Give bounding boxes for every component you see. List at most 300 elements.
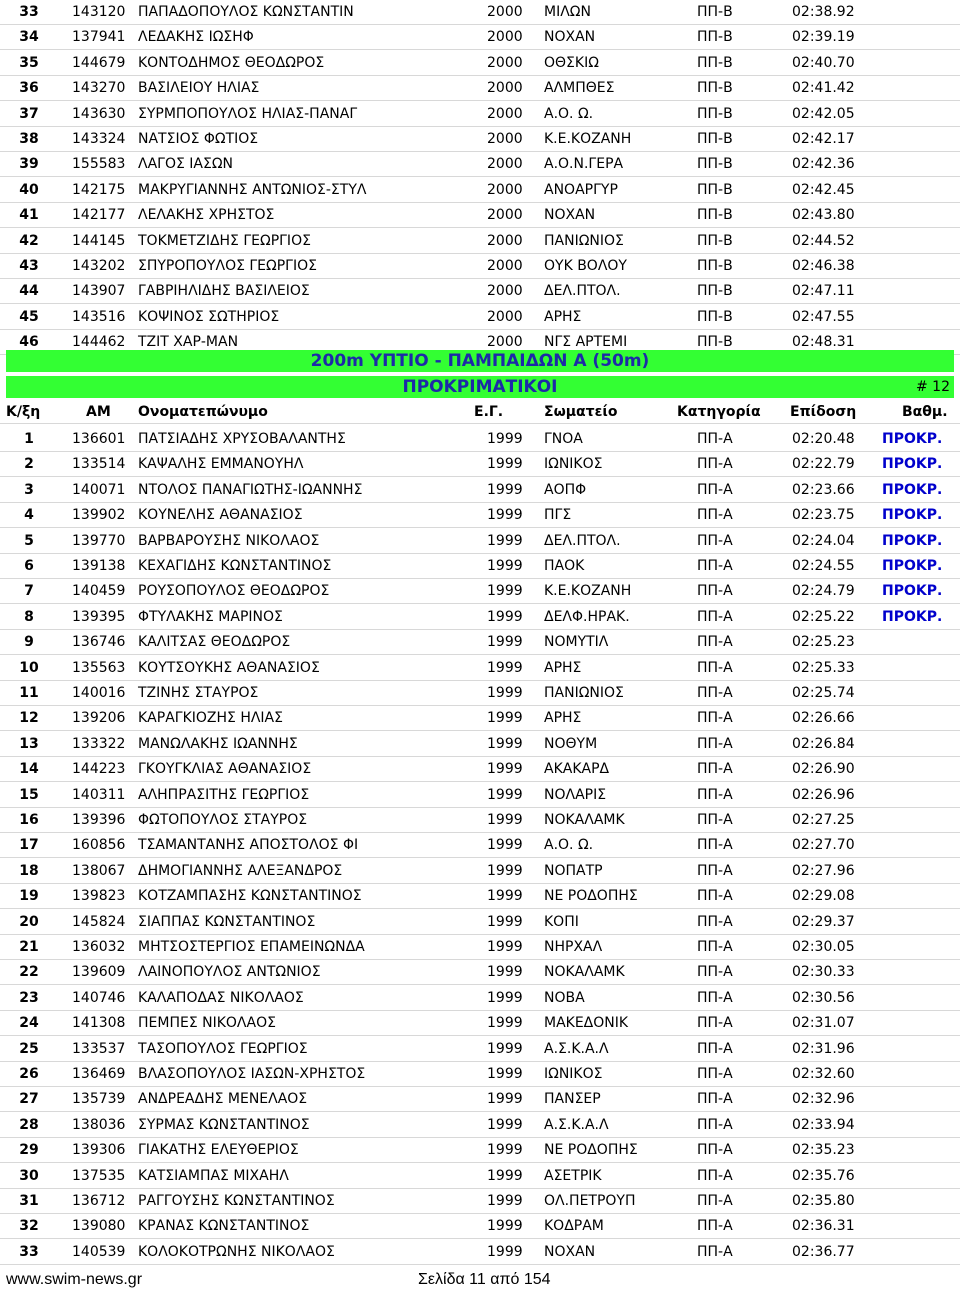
club-cell: Α.Σ.Κ.Α.Λ [544, 1040, 609, 1057]
category-cell: ΠΠ-Α [697, 837, 733, 854]
year-cell: 1999 [487, 989, 523, 1006]
time-cell: 02:32.60 [792, 1066, 855, 1082]
round-banner [6, 376, 954, 398]
year-cell: 1999 [487, 583, 523, 600]
rank-cell: 8 [24, 608, 34, 625]
club-cell: ΝΟΒΑ [544, 989, 585, 1006]
club-cell: ΝΟΜΥΤΙΛ [544, 634, 609, 651]
rank-cell: 16 [19, 812, 39, 828]
time-cell: 02:41.42 [792, 80, 855, 97]
category-cell: ΠΠ-Α [697, 608, 733, 625]
year-cell: 1999 [487, 1116, 523, 1133]
year-cell: 1999 [487, 964, 523, 981]
name-cell: ΓΙΑΚΑΤΗΣ ΕΛΕΥΘΕΡΙΟΣ [138, 1142, 299, 1159]
header-rank: Κ/ξη [6, 404, 41, 420]
rank-cell: 21 [19, 939, 39, 955]
time-cell: 02:25.33 [792, 659, 855, 676]
club-cell: ΑΛΜΠΘΕΣ [544, 80, 615, 97]
name-cell: ΒΛΑΣΟΠΟΥΛΟΣ ΙΑΣΩΝ-ΧΡΗΣΤΟΣ [138, 1066, 366, 1082]
am-cell: 138036 [72, 1116, 126, 1133]
time-cell: 02:26.66 [792, 710, 855, 727]
table-row [0, 1164, 960, 1189]
table-row [0, 1037, 960, 1062]
time-cell: 02:42.05 [792, 105, 855, 122]
am-cell: 142175 [72, 181, 126, 198]
club-cell: Κ.Ε.ΚΟΖΑΝΗ [544, 583, 632, 600]
time-cell: 02:44.52 [792, 232, 855, 249]
table-row [0, 656, 960, 681]
am-cell: 143202 [72, 258, 126, 274]
table-row [0, 0, 960, 25]
header-name: Ονοματεπώνυμο [138, 404, 268, 420]
year-cell: 1999 [487, 685, 523, 701]
club-cell: ΠΓΣ [544, 507, 572, 524]
year-cell: 1999 [487, 532, 523, 549]
club-cell: ΟΛ.ΠΕΤΡΟΥΠ [544, 1193, 636, 1209]
category-cell: ΠΠ-Α [697, 812, 733, 828]
qualified-badge: ΠΡΟΚΡ. [882, 608, 943, 625]
club-cell: ΜΙΛΩΝ [544, 4, 591, 20]
rank-cell: 29 [19, 1142, 39, 1159]
club-cell: ΝΟΧΑΝ [544, 29, 596, 46]
year-cell: 1999 [487, 761, 523, 778]
am-cell: 139080 [72, 1218, 126, 1235]
name-cell: ΡΑΓΓΟΥΣΗΣ ΚΩΝΣΤΑΝΤΙΝΟΣ [138, 1193, 335, 1209]
time-cell: 02:32.96 [792, 1091, 855, 1108]
category-cell: ΠΠ-Β [697, 334, 733, 351]
category-cell: ΠΠ-Α [697, 989, 733, 1006]
table-row [0, 910, 960, 935]
name-cell: ΚΟΝΤΟΔΗΜΟΣ ΘΕΟΔΩΡΟΣ [138, 54, 325, 71]
time-cell: 02:36.31 [792, 1218, 855, 1235]
table-row [0, 279, 960, 304]
am-cell: 160856 [72, 837, 126, 854]
time-cell: 02:40.70 [792, 54, 855, 71]
year-cell: 2000 [487, 105, 523, 122]
time-cell: 02:46.38 [792, 258, 855, 274]
club-cell: ΝΟΛΑΡΙΣ [544, 786, 607, 803]
year-cell: 1999 [487, 1243, 523, 1260]
club-cell: ΟΥΚ ΒΟΛΟΥ [544, 258, 627, 274]
year-cell: 1999 [487, 608, 523, 625]
category-cell: ΠΠ-Β [697, 156, 733, 173]
header-year: Ε.Γ. [474, 404, 504, 420]
time-cell: 02:23.66 [792, 481, 855, 498]
rank-cell: 6 [24, 558, 34, 574]
name-cell: ΤΖΙΤ ΧΑΡ-ΜΑΝ [138, 334, 239, 351]
time-cell: 02:24.55 [792, 558, 855, 574]
year-cell: 1999 [487, 1142, 523, 1159]
time-cell: 02:27.70 [792, 837, 855, 854]
name-cell: ΣΠΥΡΟΠΟΥΛΟΣ ΓΕΩΡΓΙΟΣ [138, 258, 317, 274]
category-cell: ΠΠ-Α [697, 1193, 733, 1209]
year-cell: 2000 [487, 308, 523, 325]
category-cell: ΠΠ-Β [697, 131, 733, 147]
footer-page-number: Σελίδα 11 από 154 [418, 1271, 551, 1288]
time-cell: 02:22.79 [792, 456, 855, 473]
name-cell: ΦΩΤΟΠΟΥΛΟΣ ΣΤΑΥΡΟΣ [138, 812, 308, 828]
club-cell: ΚΟΔΡΑΜ [544, 1218, 604, 1235]
year-cell: 1999 [487, 939, 523, 955]
rank-cell: 31 [19, 1193, 39, 1209]
category-cell: ΠΠ-Α [697, 1243, 733, 1260]
am-cell: 136032 [72, 939, 126, 955]
club-cell: ΝΕ ΡΟΔΟΠΗΣ [544, 888, 638, 905]
club-cell: ΑΡΗΣ [544, 308, 582, 325]
name-cell: ΤΟΚΜΕΤΖΙΔΗΣ ΓΕΩΡΓΙΟΣ [138, 232, 311, 249]
category-cell: ΠΠ-Β [697, 207, 733, 224]
am-cell: 143630 [72, 105, 126, 122]
year-cell: 2000 [487, 54, 523, 71]
category-cell: ΠΠ-Α [697, 634, 733, 651]
table-row [0, 630, 960, 655]
rank-cell: 15 [19, 786, 39, 803]
club-cell: ΝΟΚΑΛΑΜΚ [544, 812, 625, 828]
time-cell: 02:20.48 [792, 431, 855, 447]
am-cell: 145824 [72, 913, 126, 930]
table-row [0, 859, 960, 884]
name-cell: ΤΑΣΟΠΟΥΛΟΣ ΓΕΩΡΓΙΟΣ [138, 1040, 308, 1057]
year-cell: 1999 [487, 1193, 523, 1209]
category-cell: ΠΠ-Α [697, 786, 733, 803]
rank-cell: 12 [19, 710, 39, 727]
club-cell: ΝΟΘΥΜ [544, 735, 598, 752]
footer-site[interactable]: www.swim-news.gr [6, 1271, 143, 1288]
category-cell: ΠΠ-Α [697, 761, 733, 778]
name-cell: ΠΑΠΑΔΟΠΟΥΛΟΣ ΚΩΝΣΤΑΝΤΙΝ [138, 4, 354, 20]
am-cell: 142177 [72, 207, 126, 224]
time-cell: 02:43.80 [792, 207, 855, 224]
rank-cell: 33 [19, 1243, 39, 1260]
year-cell: 2000 [487, 156, 523, 173]
header-time: Επίδοση [790, 404, 857, 420]
rank-cell: 37 [19, 105, 39, 122]
table-header [0, 400, 960, 424]
rank-cell: 42 [19, 232, 39, 249]
category-cell: ΠΠ-Α [697, 685, 733, 701]
club-cell: ΝΗΡΧΑΛ [544, 939, 603, 955]
year-cell: 1999 [487, 1167, 523, 1184]
time-cell: 02:36.77 [792, 1243, 855, 1260]
time-cell: 02:23.75 [792, 507, 855, 524]
rank-cell: 28 [19, 1116, 39, 1133]
rank-cell: 34 [19, 29, 39, 46]
time-cell: 02:35.80 [792, 1193, 855, 1209]
name-cell: ΚΟΨΙΝΟΣ ΣΩΤΗΡΙΟΣ [138, 308, 280, 325]
year-cell: 1999 [487, 812, 523, 828]
year-cell: 2000 [487, 80, 523, 97]
category-cell: ΠΠ-Β [697, 181, 733, 198]
club-cell: ΑΟΠΦ [544, 481, 587, 498]
time-cell: 02:26.96 [792, 786, 855, 803]
time-cell: 02:24.04 [792, 532, 855, 549]
time-cell: 02:26.90 [792, 761, 855, 778]
club-cell: ΑΡΗΣ [544, 710, 582, 727]
qualified-badge: ΠΡΟΚΡ. [882, 456, 943, 473]
name-cell: ΤΖΙΝΗΣ ΣΤΑΥΡΟΣ [138, 685, 259, 701]
table-row [0, 1113, 960, 1138]
time-cell: 02:42.17 [792, 131, 855, 147]
table-row [0, 229, 960, 254]
am-cell: 140071 [72, 481, 126, 498]
am-cell: 139138 [72, 558, 126, 574]
rank-cell: 4 [24, 507, 34, 524]
club-cell: ΔΕΛ.ΠΤΟΛ. [544, 532, 621, 549]
category-cell: ΠΠ-Α [697, 1218, 733, 1235]
category-cell: ΠΠ-Α [697, 1066, 733, 1082]
name-cell: ΡΟΥΣΟΠΟΥΛΟΣ ΘΕΟΔΩΡΟΣ [138, 583, 330, 600]
name-cell: ΚΕΧΑΓΙΔΗΣ ΚΩΝΣΤΑΝΤΙΝΟΣ [138, 558, 332, 574]
table-row [0, 1189, 960, 1214]
category-cell: ΠΠ-Α [697, 964, 733, 981]
time-cell: 02:47.55 [792, 308, 855, 325]
year-cell: 1999 [487, 888, 523, 905]
club-cell: ΙΩΝΙΚΟΣ [544, 1066, 603, 1082]
name-cell: ΚΑΛΙΤΣΑΣ ΘΕΟΔΩΡΟΣ [138, 634, 291, 651]
table-row [0, 783, 960, 808]
am-cell: 143120 [72, 4, 126, 20]
am-cell: 137941 [72, 29, 126, 46]
category-cell: ΠΠ-Α [697, 532, 733, 549]
club-cell: ΑΡΗΣ [544, 659, 582, 676]
am-cell: 135563 [72, 659, 126, 676]
category-cell: ΠΠ-Α [697, 939, 733, 955]
category-cell: ΠΠ-Α [697, 507, 733, 524]
club-cell: ΝΟΧΑΝ [544, 207, 596, 224]
am-cell: 143270 [72, 80, 126, 97]
event-number: # 12 [916, 379, 950, 395]
time-cell: 02:25.22 [792, 608, 855, 625]
rank-cell: 2 [24, 456, 34, 473]
year-cell: 1999 [487, 735, 523, 752]
time-cell: 02:35.23 [792, 1142, 855, 1159]
am-cell: 143907 [72, 283, 126, 300]
category-cell: ΠΠ-Α [697, 1091, 733, 1108]
category-cell: ΠΠ-Β [697, 29, 733, 46]
rank-cell: 26 [19, 1066, 39, 1082]
name-cell: ΚΑΛΑΠΟΔΑΣ ΝΙΚΟΛΑΟΣ [138, 989, 304, 1006]
year-cell: 2000 [487, 334, 523, 351]
table-row [0, 178, 960, 203]
rank-cell: 36 [19, 80, 39, 97]
time-cell: 02:27.25 [792, 812, 855, 828]
club-cell: ΠΑΝΙΩΝΙΟΣ [544, 232, 624, 249]
category-cell: ΠΠ-Α [697, 456, 733, 473]
category-cell: ΠΠ-Α [697, 735, 733, 752]
am-cell: 139902 [72, 507, 126, 524]
am-cell: 139306 [72, 1142, 126, 1159]
rank-cell: 43 [19, 258, 39, 274]
am-cell: 136469 [72, 1066, 126, 1082]
am-cell: 140311 [72, 786, 126, 803]
table-row [0, 808, 960, 833]
category-cell: ΠΠ-Α [697, 1015, 733, 1032]
rank-cell: 30 [19, 1167, 39, 1184]
year-cell: 1999 [487, 659, 523, 676]
header-am: ΑΜ [86, 404, 111, 420]
year-cell: 2000 [487, 131, 523, 147]
rank-cell: 10 [19, 659, 39, 676]
club-cell: ΟΘΣΚΙΩ [544, 54, 599, 71]
time-cell: 02:48.31 [792, 334, 855, 351]
rank-cell: 19 [19, 888, 39, 905]
rank-cell: 13 [19, 735, 39, 752]
table-row [0, 935, 960, 960]
name-cell: ΣΥΡΜΑΣ ΚΩΝΣΤΑΝΤΙΝΟΣ [138, 1116, 310, 1133]
am-cell: 140459 [72, 583, 126, 600]
time-cell: 02:25.23 [792, 634, 855, 651]
name-cell: ΚΡΑΝΑΣ ΚΩΝΣΤΑΝΤΙΝΟΣ [138, 1218, 310, 1235]
rank-cell: 9 [24, 634, 34, 651]
rank-cell: 18 [19, 862, 39, 879]
table-row [0, 554, 960, 579]
club-cell: ΠΑΝΣΕΡ [544, 1091, 601, 1108]
name-cell: ΓΑΒΡΙΗΛΙΔΗΣ ΒΑΣΙΛΕΙΟΣ [138, 283, 310, 300]
table-row [0, 960, 960, 985]
name-cell: ΚΑΤΣΙΑΜΠΑΣ ΜΙΧΑΗΛ [138, 1167, 289, 1184]
time-cell: 02:47.11 [792, 283, 855, 300]
rank-cell: 40 [19, 181, 39, 198]
club-cell: Κ.Ε.ΚΟΖΑΝΗ [544, 131, 632, 147]
table-row [0, 254, 960, 279]
year-cell: 1999 [487, 1091, 523, 1108]
category-cell: ΠΠ-Α [697, 1116, 733, 1133]
am-cell: 135739 [72, 1091, 126, 1108]
category-cell: ΠΠ-Α [697, 862, 733, 879]
club-cell: ΝΓΣ ΑΡΤΕΜΙ [544, 334, 628, 351]
qualified-badge: ΠΡΟΚΡ. [882, 431, 943, 447]
am-cell: 136712 [72, 1193, 126, 1209]
year-cell: 2000 [487, 232, 523, 249]
name-cell: ΑΝΔΡΕΑΔΗΣ ΜΕΝΕΛΑΟΣ [138, 1091, 308, 1108]
time-cell: 02:29.08 [792, 888, 855, 905]
round-label: ΠΡΟΚΡΙΜΑΤΙΚΟΙ [402, 377, 558, 397]
am-cell: 140746 [72, 989, 126, 1006]
category-cell: ΠΠ-Β [697, 4, 733, 20]
time-cell: 02:31.07 [792, 1015, 855, 1032]
category-cell: ΠΠ-Α [697, 888, 733, 905]
name-cell: ΒΑΣΙΛΕΙΟΥ ΗΛΙΑΣ [138, 80, 260, 97]
am-cell: 144145 [72, 232, 126, 249]
am-cell: 144462 [72, 334, 126, 351]
club-cell: ΔΕΛΦ.ΗΡΑΚ. [544, 608, 630, 625]
am-cell: 139395 [72, 608, 126, 625]
name-cell: ΛΑΓΟΣ ΙΑΣΩΝ [138, 156, 233, 173]
category-cell: ΠΠ-Β [697, 283, 733, 300]
am-cell: 143516 [72, 308, 126, 325]
club-cell: ΑΚΑΚΑΡΔ [544, 761, 610, 778]
rank-cell: 22 [19, 964, 39, 981]
club-cell: Α.Ο. Ω. [544, 837, 594, 854]
year-cell: 1999 [487, 710, 523, 727]
time-cell: 02:30.05 [792, 939, 855, 955]
table-row [0, 884, 960, 909]
year-cell: 1999 [487, 1218, 523, 1235]
rank-cell: 11 [19, 685, 39, 701]
year-cell: 2000 [487, 29, 523, 46]
category-cell: ΠΠ-Α [697, 481, 733, 498]
category-cell: ΠΠ-Β [697, 80, 733, 97]
table-row [0, 833, 960, 858]
rank-cell: 5 [24, 532, 34, 549]
am-cell: 133322 [72, 735, 126, 752]
am-cell: 144223 [72, 761, 126, 778]
rank-cell: 7 [24, 583, 34, 600]
rank-cell: 35 [19, 54, 39, 71]
club-cell: ΓΝΟΑ [544, 431, 583, 447]
category-cell: ΠΠ-Α [697, 431, 733, 447]
year-cell: 2000 [487, 181, 523, 198]
table-row [0, 986, 960, 1011]
name-cell: ΛΕΔΑΚΗΣ ΙΩΣΗΦ [138, 29, 254, 46]
year-cell: 1999 [487, 456, 523, 473]
category-cell: ΠΠ-Α [697, 1040, 733, 1057]
time-cell: 02:35.76 [792, 1167, 855, 1184]
time-cell: 02:31.96 [792, 1040, 855, 1057]
rank-cell: 1 [24, 431, 34, 447]
year-cell: 1999 [487, 431, 523, 447]
name-cell: ΚΑΡΑΓΚΙΟΖΗΣ ΗΛΙΑΣ [138, 710, 283, 727]
am-cell: 140016 [72, 685, 126, 701]
category-cell: ΠΠ-Β [697, 105, 733, 122]
table-row [0, 1214, 960, 1239]
club-cell: ΠΑΝΙΩΝΙΟΣ [544, 685, 624, 701]
table-row [0, 51, 960, 76]
name-cell: ΒΑΡΒΑΡΟΥΣΗΣ ΝΙΚΟΛΑΟΣ [138, 532, 320, 549]
name-cell: ΝΑΤΣΙΟΣ ΦΩΤΙΟΣ [138, 131, 259, 147]
am-cell: 136601 [72, 431, 126, 447]
name-cell: ΚΑΨΑΛΗΣ ΕΜΜΑΝΟΥΗΛ [138, 456, 304, 473]
name-cell: ΠΑΤΣΙΑΔΗΣ ΧΡΥΣΟΒΑΛΑΝΤΗΣ [138, 431, 346, 447]
name-cell: ΚΟΤΖΑΜΠΑΣΗΣ ΚΩΝΣΤΑΝΤΙΝΟΣ [138, 888, 362, 905]
club-cell: ΝΟΧΑΝ [544, 1243, 596, 1260]
am-cell: 133514 [72, 456, 126, 473]
table-row [0, 25, 960, 50]
rank-cell: 23 [19, 989, 39, 1006]
category-cell: ΠΠ-Β [697, 258, 733, 274]
am-cell: 133537 [72, 1040, 126, 1057]
name-cell: ΣΙΑΠΠΑΣ ΚΩΝΣΤΑΝΤΙΝΟΣ [138, 913, 316, 930]
year-cell: 1999 [487, 634, 523, 651]
category-cell: ΠΠ-Α [697, 1142, 733, 1159]
year-cell: 2000 [487, 258, 523, 274]
table-row [0, 529, 960, 554]
rank-cell: 25 [19, 1040, 39, 1057]
name-cell: ΚΟΥΝΕΛΗΣ ΑΘΑΝΑΣΙΟΣ [138, 507, 303, 524]
year-cell: 1999 [487, 1015, 523, 1032]
category-cell: ΠΠ-Β [697, 308, 733, 325]
club-cell: Α.Ο.Ν.ΓΕΡΑ [544, 156, 624, 173]
table-row [0, 1011, 960, 1036]
name-cell: ΣΥΡΜΠΟΠΟΥΛΟΣ ΗΛΙΑΣ-ΠΑΝΑΓ [138, 105, 358, 122]
year-cell: 1999 [487, 481, 523, 498]
year-cell: 1999 [487, 507, 523, 524]
am-cell: 143324 [72, 131, 126, 147]
table-row [0, 503, 960, 528]
club-cell: ΝΟΠΑΤΡ [544, 862, 603, 879]
header-category: Κατηγορία [677, 404, 761, 420]
am-cell: 139609 [72, 964, 126, 981]
time-cell: 02:42.45 [792, 181, 855, 198]
rank-cell: 27 [19, 1091, 39, 1108]
category-cell: ΠΠ-Β [697, 54, 733, 71]
table-row [0, 1062, 960, 1087]
table-row [0, 1240, 960, 1265]
name-cell: ΜΗΤΣΟΣΤΕΡΓΙΟΣ ΕΠΑΜΕΙΝΩΝΔΑ [138, 939, 365, 955]
table-row [0, 579, 960, 604]
time-cell: 02:30.33 [792, 964, 855, 981]
time-cell: 02:25.74 [792, 685, 855, 701]
